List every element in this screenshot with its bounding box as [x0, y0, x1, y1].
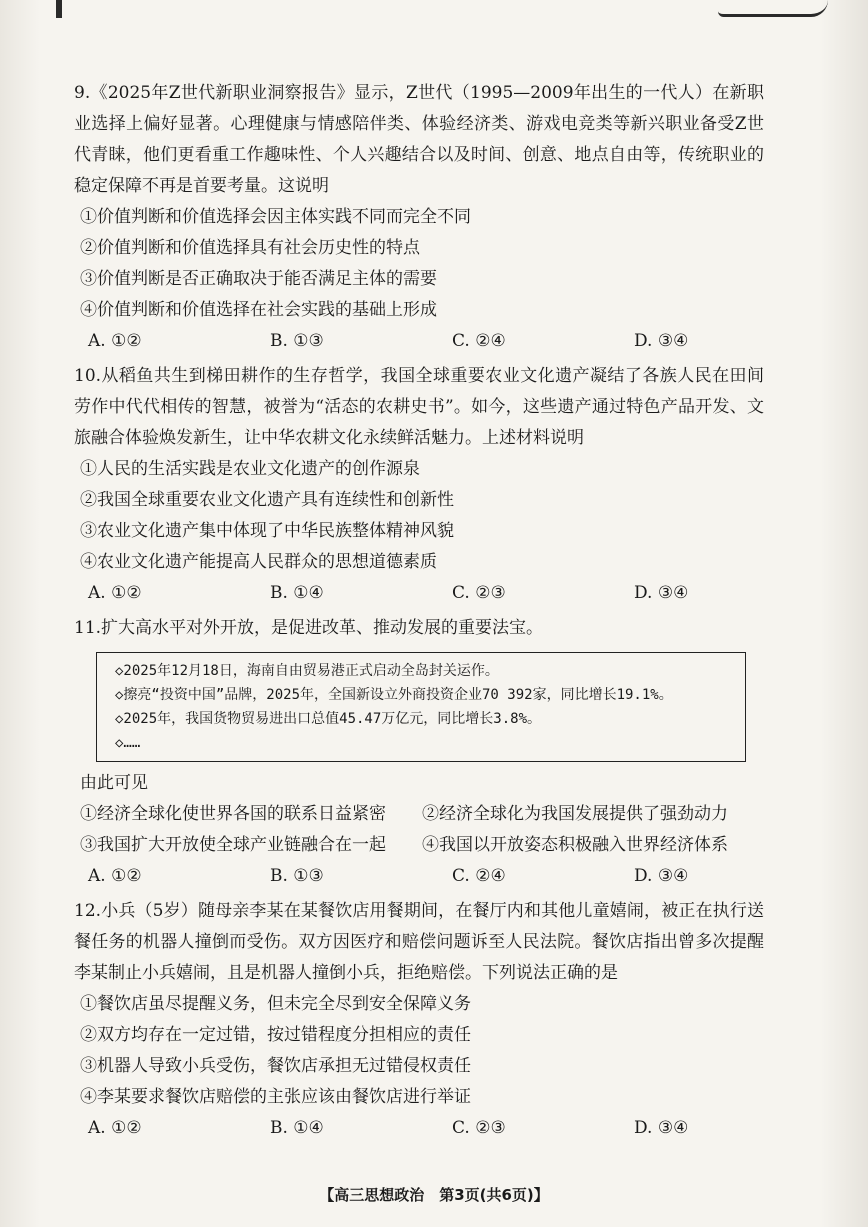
- question-10-text: 10.从稻鱼共生到梯田耕作的生存哲学，我国全球重要农业文化遗产凝结了各族人民在田间劳作中代代相传的智慧，被誉为“活态的农耕史书”。如今，这些遗产通过特色产品开发、文旅融合体验焕发新生，让中华农耕文化永续鲜活魅力。上述材料说明: [74, 366, 764, 448]
- choice-b: B. ①④: [270, 1118, 324, 1138]
- question-11-choices: [74, 861, 764, 892]
- question-12-text: 12.小兵（5岁）随母亲李某在某餐饮店用餐期间，在餐厅内和其他儿童嬉闹，被正在执行送餐任务的机器人撞倒而受伤。双方因医疗和赔偿问题诉至人民法院。餐饮店指出曾多次提醒李某制止小兵嬉闹，且是机器人撞倒小兵，拒绝赔偿。下列说法正确的是: [74, 901, 764, 983]
- scan-edge-curve: [718, 0, 828, 17]
- choice-a: A. ①②: [88, 583, 142, 603]
- question-9-option-1: ①价值判断和价值选择会因主体实践不同而完全不同: [80, 207, 471, 227]
- page-content: [74, 78, 764, 1148]
- question-11-option-4: ④我国以开放姿态积极融入世界经济体系: [422, 835, 728, 855]
- question-10-option-1: ①人民的生活实践是农业文化遗产的创作源泉: [80, 459, 420, 479]
- question-9-choices: [74, 326, 764, 357]
- choice-a: A. ①②: [88, 1118, 142, 1138]
- question-11-options: [74, 799, 764, 861]
- question-11-option-3: ③我国扩大开放使全球产业链融合在一起: [80, 835, 386, 855]
- question-9-text: 9.《2025年Z世代新职业洞察报告》显示，Z世代（1995—2009年出生的一代人）在新职业选择上偏好显著。心理健康与情感陪伴类、体验经济类、游戏电竞类等新兴职业备受Z世代青睐，他们更看重工作趣味性、个人兴趣结合以及时间、创意、地点自由等，传统职业的稳定保障不再是首要考量。这说明: [74, 83, 764, 196]
- material-box: [96, 652, 746, 762]
- question-10: [74, 361, 764, 609]
- choice-c: C. ②③: [452, 583, 506, 603]
- scan-edge-mark: [56, 0, 62, 18]
- question-12-option-1: ①餐饮店虽尽提醒义务，但未完全尽到安全保障义务: [80, 994, 471, 1014]
- question-10-choices: [74, 578, 764, 609]
- question-10-option-3: ③农业文化遗产集中体现了中华民族整体精神风貌: [80, 521, 454, 541]
- choice-d: D. ③④: [634, 1118, 689, 1138]
- question-12-option-2: ②双方均存在一定过错，按过错程度分担相应的责任: [80, 1025, 471, 1045]
- question-11-text: 11.扩大高水平对外开放，是促进改革、推动发展的重要法宝。: [74, 618, 544, 638]
- question-9-option-4: ④价值判断和价值选择在社会实践的基础上形成: [80, 300, 437, 320]
- material-line-2: ◇擦亮“投资中国”品牌，2025年，全国新设立外商投资企业70 392家，同比增长19.1%。: [115, 687, 673, 703]
- choice-c: C. ②④: [452, 331, 506, 351]
- choice-a: A. ①②: [88, 866, 142, 886]
- choice-b: B. ①③: [270, 331, 324, 351]
- choice-b: B. ①③: [270, 866, 324, 886]
- question-9: [74, 78, 764, 357]
- question-9-option-2: ②价值判断和价值选择具有社会历史性的特点: [80, 238, 420, 258]
- choice-b: B. ①④: [270, 583, 324, 603]
- question-11-option-2: ②经济全球化为我国发展提供了强劲动力: [422, 804, 728, 824]
- material-line-1: ◇2025年12月18日，海南自由贸易港正式启动全岛封关运作。: [115, 663, 499, 679]
- question-10-option-4: ④农业文化遗产能提高人民群众的思想道德素质: [80, 552, 437, 572]
- choice-c: C. ②③: [452, 1118, 506, 1138]
- question-11: [74, 613, 764, 892]
- question-12-choices: [74, 1113, 764, 1144]
- question-12-option-4: ④李某要求餐饮店赔偿的主张应该由餐饮店进行举证: [80, 1087, 471, 1107]
- question-9-option-3: ③价值判断是否正确取决于能否满足主体的需要: [80, 269, 437, 289]
- page-footer: 【高三思想政治 第3页(共6页)】: [319, 1186, 549, 1204]
- material-line-4: ◇……: [115, 735, 141, 751]
- choice-c: C. ②④: [452, 866, 506, 886]
- question-11-option-1: ①经济全球化使世界各国的联系日益紧密: [80, 804, 386, 824]
- choice-a: A. ①②: [88, 331, 142, 351]
- material-line-3: ◇2025年，我国货物贸易进出口总值45.47万亿元，同比增长3.8%。: [115, 711, 542, 727]
- question-10-option-2: ②我国全球重要农业文化遗产具有连续性和创新性: [80, 490, 454, 510]
- choice-d: D. ③④: [634, 331, 689, 351]
- question-12: [74, 896, 764, 1144]
- question-11-lead: 由此可见: [80, 773, 148, 793]
- question-12-option-3: ③机器人导致小兵受伤，餐饮店承担无过错侵权责任: [80, 1056, 471, 1076]
- choice-d: D. ③④: [634, 866, 689, 886]
- choice-d: D. ③④: [634, 583, 689, 603]
